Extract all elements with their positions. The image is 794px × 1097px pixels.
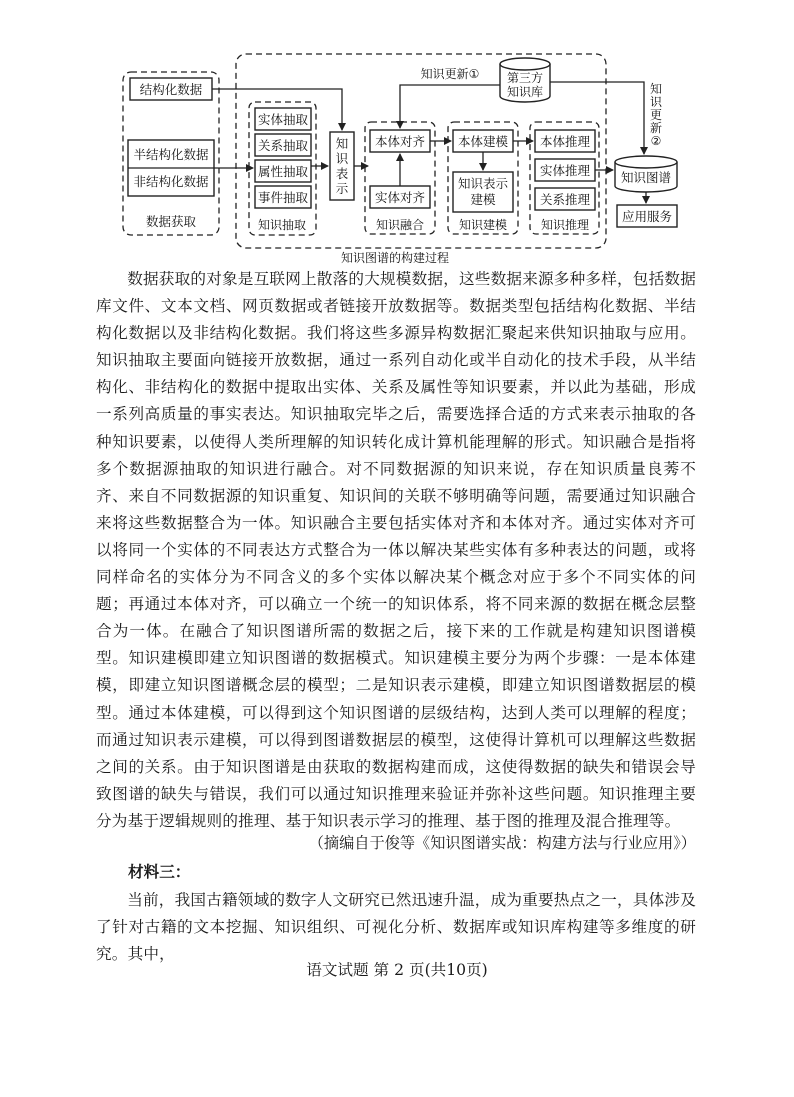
source-citation: （摘编自于俊等《知识图谱实战：构建方法与行业应用》）	[308, 834, 696, 852]
application-service-label: 应用服务	[621, 209, 673, 224]
ontology-alignment-label: 本体对齐	[374, 134, 426, 149]
relation-extraction-label: 关系抽取	[257, 138, 309, 153]
material-two-body	[96, 266, 696, 835]
update2-char-3: 更	[649, 108, 663, 122]
structured-data-label: 结构化数据	[139, 82, 203, 97]
relation-reasoning-label: 关系推理	[539, 192, 591, 207]
entity-alignment-label: 实体对齐	[374, 190, 426, 205]
update2-char-2: 识	[649, 95, 663, 109]
event-extraction-label: 事件抽取	[257, 190, 309, 205]
third-party-line2: 知识库	[506, 85, 544, 99]
ontology-reasoning-label: 本体推理	[539, 134, 591, 149]
update2-char-1: 知	[649, 82, 663, 96]
reasoning-label: 知识推理	[540, 218, 590, 232]
unstructured-label: 非结构化数据	[133, 174, 209, 189]
repr-modeling-line1: 知识表示	[457, 176, 509, 191]
page-footer: 语文试题 第 2 页(共10页)	[306, 961, 488, 979]
material-three-body	[96, 887, 696, 968]
semi-structured-label: 半结构化数据	[133, 147, 209, 162]
repr-char-1: 知	[335, 136, 349, 151]
entity-extraction-label: 实体抽取	[257, 112, 309, 127]
entity-reasoning-label: 实体推理	[539, 163, 591, 178]
ontology-modeling-label: 本体建模	[457, 134, 509, 149]
paragraph-3: 当前，我国古籍领域的数字人文研究已然迅速升温，成为重要热点之一，具体涉及了针对古籍的文本挖掘、知识组织、可视化分析、数据库或知识库构建等多维度的研究。其中，	[96, 891, 696, 964]
repr-char-3: 表	[335, 166, 349, 181]
repr-modeling-line2: 建模	[470, 192, 496, 207]
diagram-caption: 知识图谱的构建过程	[340, 251, 450, 265]
third-party-line1: 第三方	[506, 71, 544, 85]
update2-char-5: ②	[650, 134, 662, 148]
repr-char-4: 示	[335, 181, 349, 196]
update2-char-4: 新	[649, 121, 663, 135]
paragraph-1: 数据获取的对象是互联网上散落的大规模数据，这些数据来源多种多样，包括数据库文件、文本文档、网页数据或者链接开放数据等。数据类型包括结构化数据、半结构化数据以及非结构化数据。我们将这些多源异构数据汇聚起来供知识抽取与应用。知识抽取主要面向链接开放数据，通过一系列自动化或半自动化的技术手段，从半结构化、非结构化的数据中提取出实体、关系及属性等知识要素，并以此为基础，形成一系列高质量的事实表达。知识抽取完毕之后，需要选择合适的方式来表示抽取的各种知识要素，以使得人类所理解的知识转化成计算机能理解的形式。知识融合是指将多个数据源抽取的知识进行融合。对不同数据源的知识来说，存在知识质量良莠不齐、来自不同数据源的知识重复、知识间的关联不够明确等问题，需要通过知识融合来将这些数据整合为一体。知识融合主要包括实体对齐和本体对齐。通过实体对齐可以将同一个实体的不同表达方式整合为一体以解决某些实体有多种表达的问题，或将同样命名的实体分为不同含义的多个实体以解决某个概念对应于多个不同实体的问题；再通过本体对齐，可以确立一个统一的知识体系，将不同来源的数据在概念层整合为一体。在融合了知识图谱所需的数据之后，接下来的工作就是构建知识图谱模型。知识建模即建立知识图谱的数据模式。知识建模主要分为两个步骤：一是本体建模，即建立知识图谱概念层的模型；二是知识表示建模，即建立知识图谱数据层的模型。通过本体建模，可以得到这个知识图谱的层级结构，达到人类可以理解的程度；而通过知识表示建模，可以得到图谱数据层的模型，这使得计算机可以理解这些数据之间的关系。由于知识图谱是由获取的数据构建而成，这使得数据的缺失和错误会导致图谱的缺失与错误，我们可以通过知识推理来验证并弥补这些问题。知识推理主要分为基于逻辑规则的推理、基于知识表示学习的推理、基于图的推理及混合推理等。	[96, 270, 696, 830]
repr-char-2: 识	[335, 151, 349, 166]
data-acquisition-label: 数据获取	[145, 214, 197, 229]
extraction-label: 知识抽取	[257, 218, 307, 232]
modeling-label: 知识建模	[458, 218, 508, 232]
material-three-heading: 材料三：	[128, 862, 191, 881]
knowledge-graph-label: 知识图谱	[620, 170, 672, 185]
fusion-label: 知识融合	[375, 218, 425, 232]
attribute-extraction-label: 属性抽取	[257, 164, 309, 179]
knowledge-graph-construction-diagram	[0, 0, 794, 270]
knowledge-update-1-label: 知识更新①	[420, 67, 480, 81]
